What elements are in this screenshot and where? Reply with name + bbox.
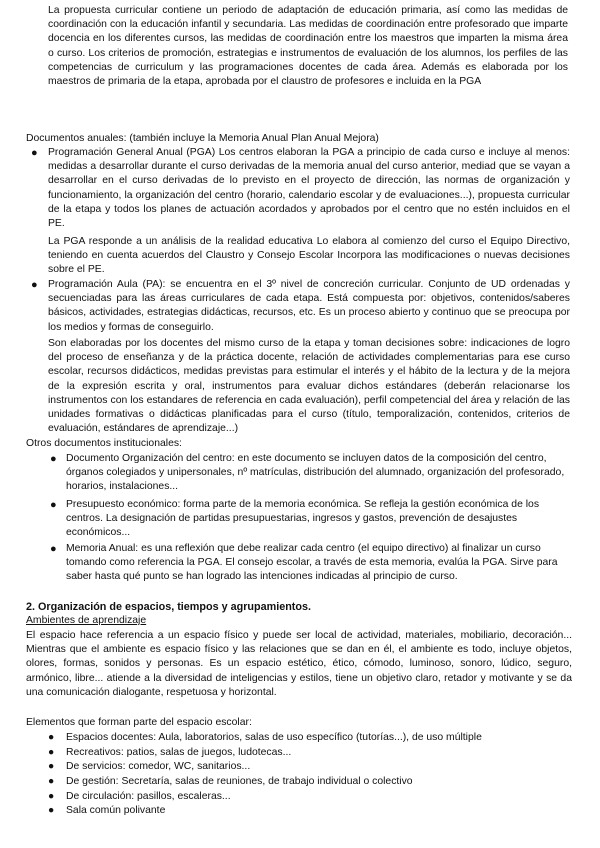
list-item xyxy=(48,775,571,790)
pa-paragraph-2: Son elaboradas por los docentes del mismo curso de la etapa y toman decisiones sobre: indicaciones de logro del proceso de enseñanza y de la práctica docente, relación de actividades complementarias para ese curso escolar, recursos didácticos, medidas previstas para estimular el interés y el hábito de la lectura y de la mejora de la expresión escrita y oral, instrumentos para evaluar dichos estándares (deberán relacionarse los instrumentos con los estandares de referencia en cada evaluación), perfil competencial del área y relación de las unidades formativas o didácticas planificadas para el curso (título, temporalización, contenidos, criterios de evaluación, estándares de aprendizaje...) xyxy=(48,338,570,435)
bullet-icon: ● xyxy=(50,453,57,465)
annual-docs-label: Documentos anuales: (también incluye la Memoria Anual Plan Anual Mejora) xyxy=(26,133,379,144)
elements-label: Elementos que forman parte del espacio escolar: xyxy=(26,717,252,728)
list-item xyxy=(48,760,571,775)
intro-paragraph: La propuesta curricular contiene un periodo de adaptación de educación primaria, así como las medidas de coordinación con la educación infantil y secundaria. Las medidas de coordinación entre profesorado que imparte docencia en los diferentes cursos, las medidas de coordinación entre los maestros que imparten la misma área o curso. Los criterios de promoción, estrategias e instrumentos de evaluación de los alumnos, los perfiles de las competencias de curriculum y las programaciones docentes de cada área. Además es elaborada por los maestros de primaria de la etapa, aprobada por el claustro de profesores e incluida en la PGA xyxy=(48,5,568,88)
bullet-icon: ● xyxy=(48,790,55,802)
list-item-text: De servicios: comedor, WC, sanitarios... xyxy=(66,761,251,773)
pga-paragraph-2: La PGA responde a un análisis de la realidad educativa Lo elabora al comienzo del curso el Equipo Directivo, teniendo en cuenta acuerdos del Claustro y Consejo Escolar Incorpora las modificaciones o nuevas decisiones sobre el PE. xyxy=(48,236,570,276)
space-paragraph: El espacio hace referencia a un espacio físico y puede ser local de actividad, materiales, mobiliario, decoración... Mientras que el ambiente es espacio físico y las relaciones que se dan en él, el ambiente es todo, incluye objetos, olores, formas, sonidos y personas. Es un espacio estético, ético, cómodo, luminoso, sonoro, lúdico, seguro, armónico, libre... atiende a la diversidad de inteligencias y estilos, tiene un objetivo claro, retador y motivante y se da una comunicación dialogante, respetuosa y horizontal. xyxy=(26,630,572,698)
elements-list xyxy=(48,731,571,819)
list-item xyxy=(48,746,571,761)
list-item-text: Recreativos: patios, salas de juegos, ludotecas... xyxy=(66,746,292,758)
bullet-icon: ● xyxy=(48,776,55,788)
bullet-icon: ● xyxy=(31,147,38,159)
pa-paragraph: Programación Aula (PA): se encuentra en el 3º nivel de concreción curricular. Conjunto de UD ordenadas y secuenciadas para las áreas curriculares de cada etapa. Está compuesta por: objetivos, contenidos/saberes básicos, actividades, estrategias didácticas, recursos, etc. Es un proceso abierto y continuo que se preocupa por los medios y formas de conseguirlo. xyxy=(48,279,570,333)
list-item xyxy=(48,790,571,805)
bullet-icon: ● xyxy=(31,279,38,291)
list-item-text: Sala común polivante xyxy=(66,805,166,817)
bullet-icon: ● xyxy=(48,805,55,817)
list-item xyxy=(48,804,571,819)
bullet-icon: ● xyxy=(48,761,55,773)
other-docs-label: Otros documentos institucionales: xyxy=(26,438,182,449)
other-doc-item: Memoria Anual: es una reflexión que debe realizar cada centro (el equipo directivo) al finalizar un curso tomando como referencia la PGA. El consejo escolar, a través de esta memoria, evalúa la PGA. Sirve para saber hasta qué punto se han logrado las intenciones indicadas al principio de curso. xyxy=(66,543,558,583)
list-item xyxy=(48,731,571,746)
list-item-text: Espacios docentes: Aula, laboratorios, salas de uso específico (tutorías...), de uso múltiple xyxy=(66,732,482,743)
bullet-icon: ● xyxy=(48,746,55,758)
bullet-icon: ● xyxy=(50,499,57,511)
bullet-icon: ● xyxy=(50,543,57,555)
other-doc-item: Presupuesto económico: forma parte de la memoria económica. Se refleja la gestión económica de los centros. La designación de partidas presupuestarias, ingresos y gastos, prevención de desajustes económicos... xyxy=(66,499,540,539)
list-item-text: De circulación: pasillos, escaleras... xyxy=(66,790,231,802)
other-doc-item: Documento Organización del centro: en este documento se incluyen datos de la composición del centro, órganos colegiados y unipersonales, nº matrículas, distribución del alumnado, organización del profesorado, horarios, instalaciones... xyxy=(66,453,565,493)
list-item-text: De gestión: Secretaría, salas de reuniones, de trabajo individual o colectivo xyxy=(66,776,413,788)
bullet-icon: ● xyxy=(48,732,55,743)
pga-paragraph: Programación General Anual (PGA) Los centros elaboran la PGA a principio de cada curso e incluye al menos: medidas a desarrollar durante el curso derivadas de la memoria anual del curso anterior, mediad que se vayan a desarrollar en el curso derivadas de lo previsto en el proyecto de dirección, las normas de organización y funcionamiento, la organización del centro (horario, calendario escolar y de evaluaciones...), propuesta curricular de la etapa y todos los planes de actuación acordados y aprobados por el centro que no estén incluidos en el PE. xyxy=(48,147,570,230)
subheading: Ambientes de aprendizaje xyxy=(26,615,147,626)
section-title: 2. Organización de espacios, tiempos y agrupamientos. xyxy=(26,601,311,613)
